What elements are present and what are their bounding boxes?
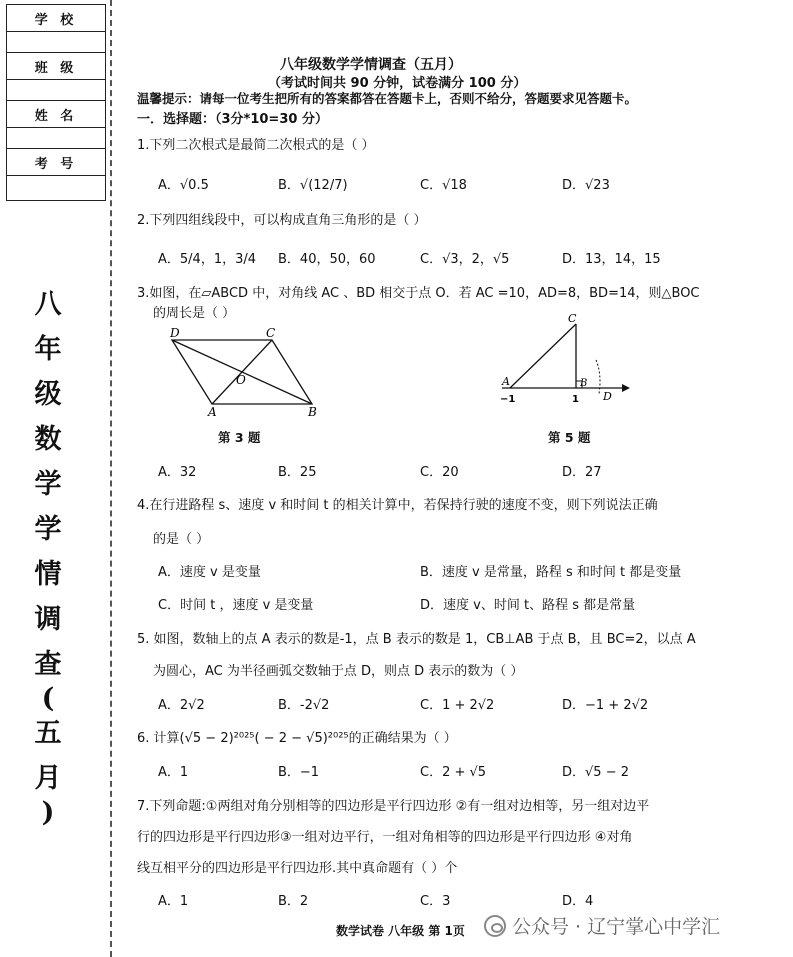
name-field[interactable] xyxy=(7,128,105,149)
question-4-option-c[interactable]: C．时间 t ，速度 v 是变量 xyxy=(158,598,314,613)
label-b: B xyxy=(580,378,588,389)
vertical-char: 学 xyxy=(34,514,62,545)
question-2-option-b[interactable]: B．40，50，60 xyxy=(278,252,376,267)
question-6-option-c[interactable]: C．2 + √5 xyxy=(420,765,487,780)
exam-subtitle: （考试时间共 90 分钟，试卷满分 100 分） xyxy=(268,76,527,91)
question-1-option-d[interactable]: D．√23 xyxy=(562,178,610,193)
vertical-char: 查 xyxy=(34,649,62,680)
question-5-option-c[interactable]: C．1 + 2√2 xyxy=(420,698,495,713)
label-c: C xyxy=(568,312,577,325)
vertical-char: 调 xyxy=(34,604,62,635)
question-7-option-d[interactable]: D．4 xyxy=(562,894,594,909)
question-3-option-c[interactable]: C．20 xyxy=(420,465,459,480)
question-5-stem-cont: 为圆心，AC 为半径画弧交数轴于点 D，则点 D 表示的数为（ ） xyxy=(153,664,524,679)
exam-title: 八年级数学学情调查（五月） xyxy=(280,57,462,73)
exam-notice: 温馨提示：请每一位考生把所有的答案都答在答题卡上，否则不给分，答题要求见答题卡。 xyxy=(137,91,638,106)
label-a: A xyxy=(208,405,217,418)
vertical-title xyxy=(28,282,68,828)
question-1-option-c[interactable]: C．√18 xyxy=(420,178,467,193)
question-3-stem: 3.如图，在▱ABCD 中，对角线 AC 、BD 相交于点 O．若 AC =10，AD=8，BD=14，则△BOC xyxy=(137,286,700,301)
question-7-stem: 7.下列命题:①两组对角分别相等的四边形是平行四边形 ②有一组对边相等，另一组对边平 xyxy=(137,799,650,814)
question-6-option-a[interactable]: A．1 xyxy=(158,765,189,780)
info-row-class xyxy=(7,53,105,101)
segment-ac xyxy=(510,324,576,388)
question-5-stem: 5. 如图，数轴上的点 A 表示的数是-1，点 B 表示的数是 1，CB⊥AB 于点 B，且 BC=2，以点 A xyxy=(137,632,696,647)
label-d: D xyxy=(603,390,612,403)
watermark xyxy=(484,912,720,939)
question-2-option-c[interactable]: C．√3，2，√5 xyxy=(420,252,510,267)
binding-dashed-line xyxy=(110,0,112,957)
page-footer: 数学试卷 八年级 第 1页 xyxy=(336,924,465,938)
question-1-option-b[interactable]: B．√(12/7) xyxy=(278,178,348,193)
figure-5-caption: 第 5 题 xyxy=(548,430,591,445)
wechat-icon xyxy=(484,915,506,937)
question-2-option-d[interactable]: D．13，14，15 xyxy=(562,252,661,267)
class-label: 班 级 xyxy=(7,53,105,80)
question-2-option-a[interactable]: A．5/4，1，3/4 xyxy=(158,252,257,267)
question-3-option-b[interactable]: B．25 xyxy=(278,465,317,480)
school-field[interactable] xyxy=(7,32,105,53)
vertical-char: 月 xyxy=(34,763,62,794)
question-4-option-b[interactable]: B．速度 v 是常量，路程 s 和时间 t 都是变量 xyxy=(420,565,682,580)
diagonal-ac xyxy=(212,340,272,404)
figure-3-caption: 第 3 题 xyxy=(218,430,261,445)
question-5-option-b[interactable]: B．-2√2 xyxy=(278,698,330,713)
label-a: A xyxy=(502,375,510,388)
class-field[interactable] xyxy=(7,80,105,101)
question-7-stem-cont: 行的四边形是平行四边形③一组对边平行，一组对角相等的四边形是平行四边形 ④对角 xyxy=(137,830,633,845)
question-1-stem: 1.下列二次根式是最简二次根式的是（ ） xyxy=(137,138,375,153)
question-3-option-a[interactable]: A．32 xyxy=(158,465,197,480)
label-b: B xyxy=(308,405,317,418)
question-2-stem: 2.下列四组线段中，可以构成直角三角形的是（ ） xyxy=(137,213,427,228)
label-d: D xyxy=(170,326,180,340)
question-4-option-a[interactable]: A．速度 v 是变量 xyxy=(158,565,261,580)
vertical-char: 情 xyxy=(34,559,62,590)
name-label: 姓 名 xyxy=(7,101,105,128)
question-4-stem: 4.在行进路程 s、速度 v 和时间 t 的相关计算中，若保持行驶的速度不变，则下列说法正确 xyxy=(137,498,658,513)
student-info-table xyxy=(6,4,106,201)
vertical-char: ) xyxy=(41,797,55,828)
question-6-option-b[interactable]: B．−1 xyxy=(278,765,320,780)
watermark-text: 公众号 · 辽宁掌心中学汇 xyxy=(512,916,721,938)
question-7-option-a[interactable]: A．1 xyxy=(158,894,189,909)
vertical-char: 数 xyxy=(34,424,62,455)
vertical-char: 五 xyxy=(34,718,62,749)
vertical-char: ( xyxy=(41,683,55,714)
vertical-char: 年 xyxy=(34,334,62,365)
question-3-stem-cont: 的周长是（ ） xyxy=(153,306,236,321)
question-7-option-c[interactable]: C．3 xyxy=(420,894,451,909)
vertical-char: 八 xyxy=(34,289,62,320)
exam-number-field[interactable] xyxy=(7,176,105,200)
question-4-stem-cont: 的是（ ） xyxy=(153,532,210,547)
school-label: 学 校 xyxy=(7,5,105,32)
vertical-char: 学 xyxy=(34,469,62,500)
tick-one: 1 xyxy=(572,394,579,405)
exam-number-label: 考 号 xyxy=(7,149,105,176)
question-7-stem-cont-2: 线互相平分的四边形是平行四边形.其中真命题有（ ）个 xyxy=(137,861,458,876)
question-1-option-a[interactable]: A．√0.5 xyxy=(158,178,209,193)
question-5-option-d[interactable]: D．−1 + 2√2 xyxy=(562,698,649,713)
info-row-school xyxy=(7,5,105,53)
label-o: O xyxy=(236,373,246,387)
axis-arrow xyxy=(622,384,630,392)
figure-3-parallelogram xyxy=(160,326,330,418)
question-4-option-d[interactable]: D．速度 v、时间 t、路程 s 都是常量 xyxy=(420,598,636,613)
label-c: C xyxy=(266,326,276,340)
question-6-stem: 6. 计算(√5 − 2)²⁰²⁵( − 2 − √5)²⁰²⁵的正确结果为（ ） xyxy=(137,731,457,746)
arc xyxy=(596,360,600,394)
figure-5-number-line xyxy=(496,312,636,408)
info-row-name xyxy=(7,101,105,149)
question-5-option-a[interactable]: A．2√2 xyxy=(158,698,205,713)
vertical-char: 级 xyxy=(34,379,62,410)
section-heading: 一．选择题：（3分*10=30 分） xyxy=(137,112,328,127)
question-6-option-d[interactable]: D．√5 − 2 xyxy=(562,765,629,780)
tick-minus-one: −1 xyxy=(500,394,516,405)
question-3-option-d[interactable]: D．27 xyxy=(562,465,602,480)
question-7-option-b[interactable]: B．2 xyxy=(278,894,309,909)
info-row-exam-number xyxy=(7,149,105,200)
